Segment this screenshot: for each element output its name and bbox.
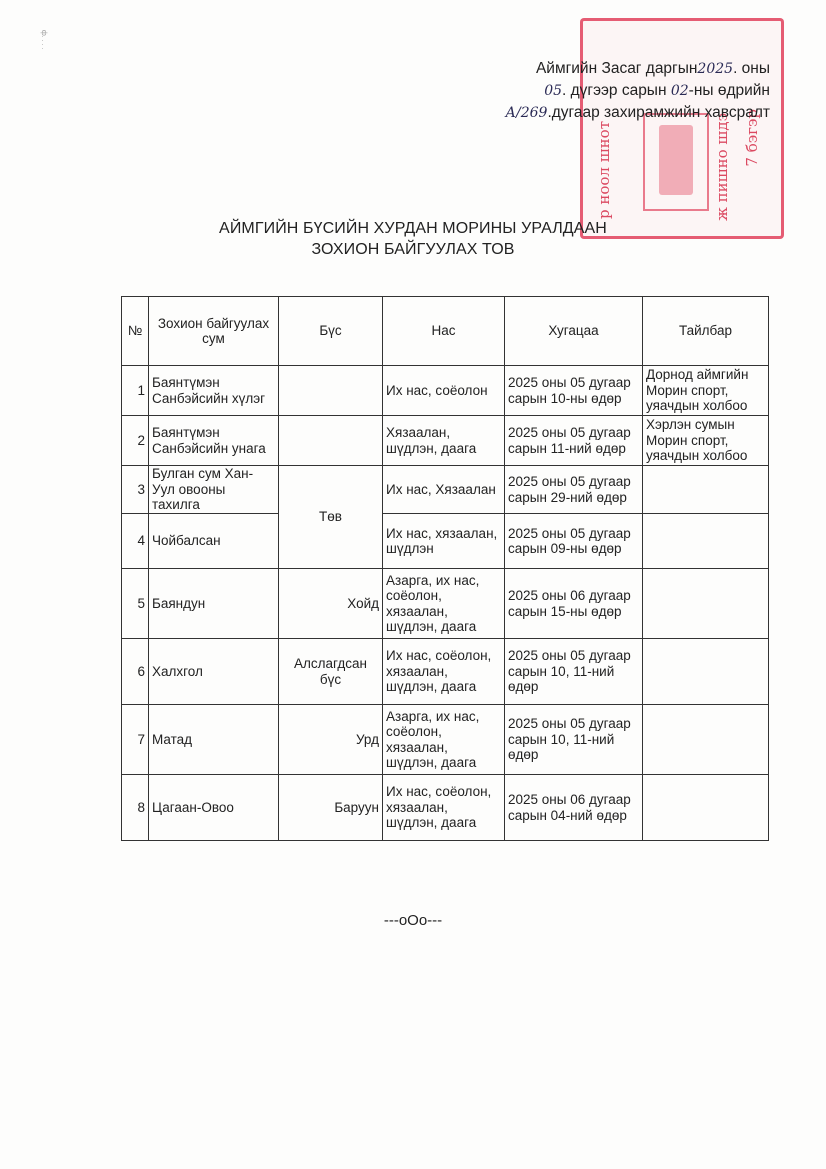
table-row <box>122 569 769 639</box>
header-no: № <box>122 297 149 366</box>
cell-note <box>643 775 769 841</box>
cell-org: Баянтүмэн Санбэйсийн унага <box>149 416 279 466</box>
title-line-1: АЙМГИЙН БҮСИЙН ХУРДАН МОРИНЫ УРАЛДААН <box>219 220 607 237</box>
cell-zone: Алслагдсан бүс <box>279 639 383 705</box>
appendix-month-suffix: . дүгээр сарын <box>562 82 667 99</box>
cell-date: 2025 оны 06 дугаар сарын 15-ны өдөр <box>505 569 643 639</box>
cell-note <box>643 705 769 775</box>
cell-age: Азарга, их нас, соёолон, хязаалан, шүдлэн, даага <box>383 569 505 639</box>
cell-org: Баяндун <box>149 569 279 639</box>
handwritten-year: 2025 <box>697 61 734 77</box>
handwritten-day: 02 <box>670 83 689 99</box>
cell-age: Их нас, Хязаалан <box>383 466 505 514</box>
cell-no: 8 <box>122 775 149 841</box>
cell-no: 6 <box>122 639 149 705</box>
table-row <box>122 514 769 569</box>
appendix-year-suffix: . оны <box>733 60 770 77</box>
cell-age: Их нас, соёолон, хязаалан, шүдлэн, даага <box>383 775 505 841</box>
header-date: Хугацаа <box>505 297 643 366</box>
cell-zone: Урд <box>279 705 383 775</box>
cell-age: Их нас, соёолон, хязаалан, шүдлэн, даага <box>383 639 505 705</box>
appendix-line-1 <box>430 58 770 80</box>
cell-note: Дорнод аймгийн Морин спорт, уяачдын холбоо <box>643 366 769 416</box>
cell-zone <box>279 416 383 466</box>
cell-org: Чойбалсан <box>149 514 279 569</box>
cell-org: Цагаан-Овоо <box>149 775 279 841</box>
cell-no: 1 <box>122 366 149 416</box>
cell-age: Азарга, их нас, соёолон, хязаалан, шүдлэн, даага <box>383 705 505 775</box>
cell-zone: Баруун <box>279 775 383 841</box>
schedule-table <box>121 296 769 841</box>
header-note: Тайлбар <box>643 297 769 366</box>
table-row <box>122 705 769 775</box>
cell-org: Халхгол <box>149 639 279 705</box>
table-row <box>122 639 769 705</box>
document-end-mark: ---oOo--- <box>383 912 443 929</box>
seal-handwriting-right: ж пишно шдэ <box>713 113 731 221</box>
header-zone: Бүс <box>279 297 383 366</box>
cell-no: 4 <box>122 514 149 569</box>
document-title <box>0 218 826 260</box>
cell-age: Их нас, соёолон <box>383 366 505 416</box>
appendix-header <box>430 58 770 124</box>
official-seal-stamp <box>580 18 784 239</box>
table-row <box>122 466 769 514</box>
cell-org: Баянтүмэн Санбэйсийн хүлэг <box>149 366 279 416</box>
appendix-day-suffix: -ны өдрийн <box>688 82 770 99</box>
cell-org: Матад <box>149 705 279 775</box>
handwritten-month: 05 <box>544 83 563 99</box>
cell-date: 2025 оны 06 дугаар сарын 04-ний өдөр <box>505 775 643 841</box>
seal-handwriting-right-2: 7 бэгэр <box>743 109 761 167</box>
cell-note <box>643 466 769 514</box>
title-line-2: ЗОХИОН БАЙГУУЛАХ ТОВ <box>311 241 515 258</box>
cell-date: 2025 оны 05 дугаар сарын 10-ны өдөр <box>505 366 643 416</box>
cell-zone <box>279 366 383 416</box>
cell-date: 2025 оны 05 дугаар сарын 10, 11-ний өдөр <box>505 639 643 705</box>
cell-no: 2 <box>122 416 149 466</box>
header-age: Нас <box>383 297 505 366</box>
cell-date: 2025 оны 05 дугаар сарын 09-ны өдөр <box>505 514 643 569</box>
soyombo-icon <box>659 125 693 195</box>
appendix-line-3 <box>430 102 770 124</box>
cell-note <box>643 639 769 705</box>
cell-no: 3 <box>122 466 149 514</box>
appendix-prefix: Аймгийн Засаг даргын <box>535 60 698 77</box>
cell-note <box>643 569 769 639</box>
header-org: Зохион байгуулах сум <box>149 297 279 366</box>
appendix-line-2 <box>430 80 770 102</box>
cell-no: 7 <box>122 705 149 775</box>
cell-note <box>643 514 769 569</box>
cell-date: 2025 оны 05 дугаар сарын 29-ний өдөр <box>505 466 643 514</box>
margin-marks: ф. . . . <box>40 30 47 50</box>
cell-note: Хэрлэн сумын Морин спорт, уяачдын холбоо <box>643 416 769 466</box>
cell-zone: Хойд <box>279 569 383 639</box>
seal-handwriting-left: р ноол шнот <box>595 121 613 219</box>
table-row <box>122 775 769 841</box>
seal-emblem <box>643 113 709 211</box>
table-row <box>122 416 769 466</box>
appendix-order-suffix: .дугаар захирамжийн хавсралт <box>547 104 770 121</box>
table-header-row <box>122 297 769 366</box>
handwritten-order-number: А/269 <box>505 105 548 121</box>
cell-org: Булган сум Хан-Уул овооны тахилга <box>149 466 279 514</box>
cell-age: Хязаалан, шүдлэн, даага <box>383 416 505 466</box>
cell-date: 2025 оны 05 дугаар сарын 11-ний өдөр <box>505 416 643 466</box>
cell-zone-merged: Төв <box>279 466 383 569</box>
table-row <box>122 366 769 416</box>
cell-no: 5 <box>122 569 149 639</box>
cell-date: 2025 оны 05 дугаар сарын 10, 11-ний өдөр <box>505 705 643 775</box>
cell-age: Их нас, хязаалан, шүдлэн <box>383 514 505 569</box>
